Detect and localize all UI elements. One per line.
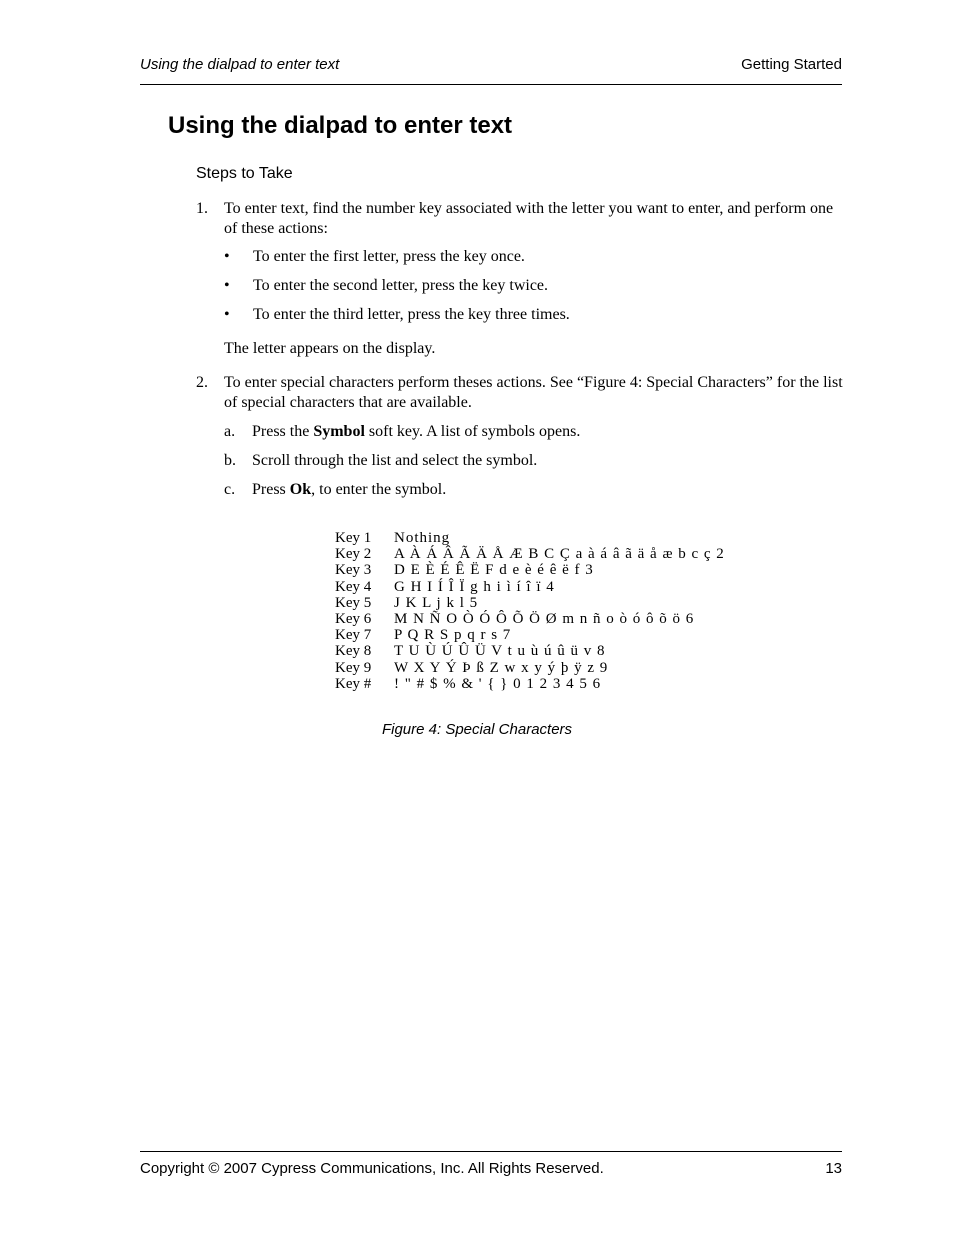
- key-label: Key 1: [335, 530, 372, 546]
- bullet-text: To enter the third letter, press the key three times.: [253, 306, 570, 323]
- substep-text: Press the Symbol soft key. A list of symbols opens.: [252, 423, 581, 440]
- key-characters: W X Y Ý Þ ß Z w x y ý þ ÿ z 9: [394, 659, 609, 676]
- page-footer: [140, 1160, 842, 1180]
- page-number: 13: [825, 1160, 842, 1177]
- key-label: Key 4: [335, 578, 372, 595]
- key-characters: J K L j k l 5: [394, 594, 479, 611]
- page-title: Using the dialpad to enter text: [168, 112, 513, 139]
- key-label: Key 5: [335, 594, 372, 611]
- copyright-notice: Copyright © 2007 Cypress Communications, Inc. All Rights Reserved.: [140, 1160, 604, 1177]
- bullet-icon: •: [224, 248, 230, 265]
- key-label: Key #: [335, 675, 372, 692]
- header-section-title: Using the dialpad to enter text: [140, 56, 340, 73]
- bullet-text: To enter the first letter, press the key once.: [253, 248, 525, 265]
- key-label: Key 2: [335, 546, 372, 563]
- step-1-result: The letter appears on the display.: [224, 340, 436, 357]
- header-divider: [140, 84, 842, 85]
- key-characters: Nothing: [394, 530, 451, 546]
- step-text: To enter special characters perform theses actions. See “Figure 4: Special Characters” for the list of special characters that are available.: [224, 374, 843, 411]
- bullet-icon: •: [224, 277, 230, 294]
- substep-label: b.: [224, 452, 236, 469]
- section-subheading: Steps to Take: [196, 165, 293, 182]
- key-characters: ! " # $ % & ' { } 0 1 2 3 4 5 6: [394, 675, 602, 692]
- key-characters: D E È É Ê Ë F d e è é ê ë f 3: [394, 562, 594, 579]
- step-text: To enter text, find the number key associated with the letter you want to enter, and perform one of these actions:: [224, 200, 834, 237]
- key-characters: P Q R S p q r s 7: [394, 627, 512, 644]
- substep-text: Press Ok, to enter the symbol.: [252, 481, 447, 498]
- step-number: 1.: [196, 200, 208, 217]
- bullet-icon: •: [224, 306, 230, 323]
- key-label: Key 3: [335, 562, 372, 579]
- footer-divider: [140, 1151, 842, 1152]
- substep-text: Scroll through the list and select the symbol.: [252, 452, 538, 469]
- key-label: Key 9: [335, 659, 372, 676]
- substep-label: a.: [224, 423, 236, 440]
- key-label: Key 8: [335, 643, 372, 660]
- key-characters: T U Ù Ú Û Ü V t u ù ú û ü v 8: [394, 643, 606, 660]
- key-characters: M N Ñ O Ò Ó Ô Õ Ö Ø m n ñ o ò ó ô õ ö 6: [394, 610, 695, 627]
- figure-caption: Figure 4: Special Characters: [381, 721, 573, 738]
- key-characters: G H I Í Î Ï g h i ì í î ï 4: [394, 578, 555, 595]
- key-characters: A À Á Â Ã Ä Å Æ B C Ç a à á â ã ä å æ b c ç 2: [394, 546, 725, 563]
- step-number: 2.: [196, 374, 208, 391]
- header-chapter-title: Getting Started: [741, 56, 842, 73]
- key-label: Key 7: [335, 627, 372, 644]
- page-header: [140, 56, 842, 76]
- substep-label: c.: [224, 481, 236, 498]
- bullet-text: To enter the second letter, press the key twice.: [253, 277, 549, 294]
- key-label: Key 6: [335, 610, 372, 627]
